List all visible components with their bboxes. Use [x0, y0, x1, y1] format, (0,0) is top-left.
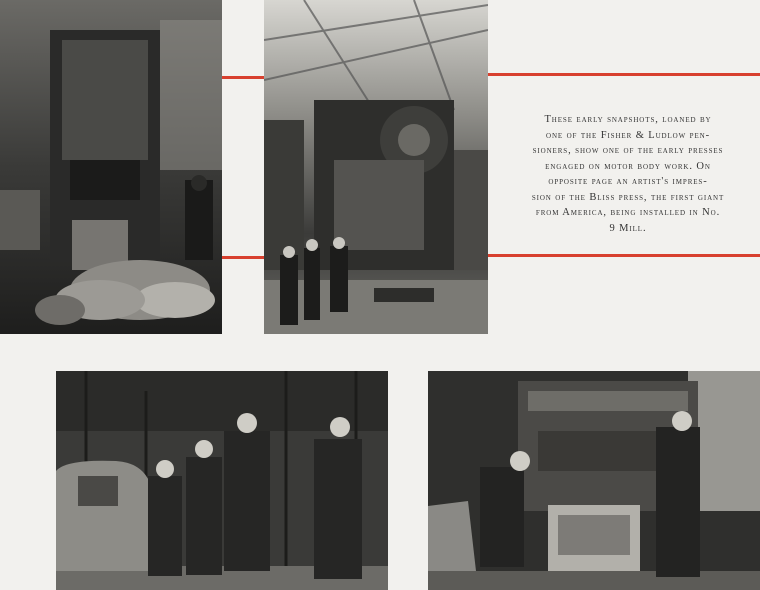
red-rule-left-lower — [222, 256, 264, 259]
caption-text — [512, 112, 744, 236]
caption-line: engaged on motor body work. On — [545, 160, 711, 172]
red-rule-right-upper — [488, 73, 760, 76]
photo-workers-with-car-body — [56, 371, 388, 590]
caption-line: from America, being installed in No. — [535, 207, 721, 218]
photo-factory-hall-press — [264, 0, 488, 334]
caption-line: sion of the Bliss press, the first giant — [531, 191, 725, 203]
caption-line: opposite page an artist's impres- — [548, 176, 708, 187]
caption-line: 9 Mill. — [609, 222, 647, 234]
red-rule-right-lower — [488, 254, 760, 257]
caption-line: one of the Fisher & Ludlow pen- — [545, 129, 710, 141]
caption-line: sioners, show one of the early presses — [532, 145, 724, 156]
caption-line: These early snapshots, loaned by — [544, 114, 712, 125]
red-rule-left-upper — [222, 76, 264, 79]
photo-press-operation — [428, 371, 760, 590]
photo-early-press — [0, 0, 222, 334]
